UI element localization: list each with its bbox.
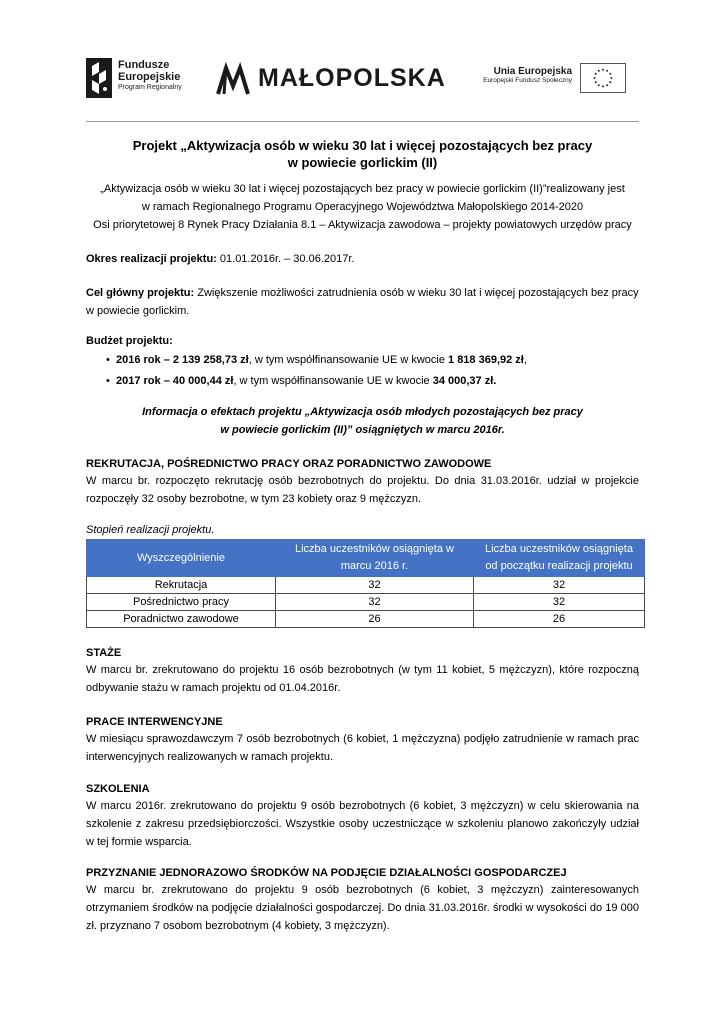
table-caption: Stopień realizacji projektu. xyxy=(86,524,215,536)
info-line1: Informacja o efektach projektu „Aktywizacja osób młodych pozostających bez pracy xyxy=(142,406,583,418)
eu-flag-icon xyxy=(580,63,626,93)
prace-heading: PRACE INTERWENCYJNE xyxy=(86,716,223,728)
budget-item xyxy=(86,350,639,371)
staze-heading: STAŻE xyxy=(86,647,122,659)
malopolska-name: MAŁOPOLSKA xyxy=(258,64,446,92)
table-header-row xyxy=(87,540,645,577)
table-cell: 32 xyxy=(474,577,645,594)
szkolenia-text: W marcu 2016r. zrekrutowano do projektu 9 osób bezrobotnych (6 kobiet, 3 mężczyzn) w celu skierowania na szkolenie z zakresu przedsiębiorczości. Wszystkie osoby uczestniczące w szkoleniu planowo zakończyły udział w tej formie wsparcia. xyxy=(86,800,639,848)
period-value: 01.01.2016r. – 30.06.2017r. xyxy=(216,253,355,265)
malopolska-logo xyxy=(216,62,456,98)
staze-text: W marcu br. zrekrutowano do projektu 16 osób bezrobotnych (w tym 11 kobiet, 5 mężczyzn), które rozpoczną odbywanie stażu w ramach projektu od 01.04.2016r. xyxy=(86,664,639,694)
table-cell: 26 xyxy=(474,611,645,628)
intro-line2: w ramach Regionalnego Programu Operacyjnego Województwa Małopolskiego 2014-2020 xyxy=(141,201,584,213)
budget-label: Budżet projektu: xyxy=(86,335,173,347)
table-cell: Poradnictwo zawodowe xyxy=(87,611,276,628)
table-row xyxy=(87,611,645,628)
ue-line1: Unia Europejska xyxy=(493,66,572,77)
fe-line1: Fundusze xyxy=(118,59,170,71)
info-heading xyxy=(86,403,639,439)
budget-item-head: 2016 rok – 2 139 258,73 zł xyxy=(116,354,249,366)
period-label: Okres realizacji projektu: xyxy=(86,253,217,265)
budget-item-tail: , xyxy=(523,354,527,366)
info-line2: w powiecie gorlickim (II)” osiągniętych w marcu 2016r. xyxy=(220,424,505,436)
header-divider xyxy=(86,121,639,122)
budget-item-amount: 1 818 369,92 zł xyxy=(448,354,524,366)
prace-text: W miesiącu sprawozdawczym 7 osób bezrobotnych (6 kobiet, 1 mężczyzna) podjęło zatrudnienie w ramach prac interwencyjnych realizowanych w ramach projektu. xyxy=(86,733,639,763)
intro-line1: „Aktywizacja osób w wieku 30 lat i więcej pozostających bez pracy w powiecie gorlickim (II)”realizowany jest xyxy=(100,183,625,195)
srodki-text: W marcu br. zrekrutowano do projektu 9 osób bezrobotnych (6 kobiet, 3 mężczyzn) zainteresowanych otrzymaniem środków na podjęcie działalności gospodarczej. Do dnia 31.03.2016r. środki w wysokości do 19 000 zł. przyznano 7 osobom bezrobotnym (4 kobiety, 3 mężczyzn). xyxy=(86,884,639,932)
unia-europejska-logo xyxy=(474,62,628,98)
budget-item-head: 2017 rok – 40 000,44 zł xyxy=(116,375,234,387)
malopolska-mountain-icon xyxy=(216,62,254,96)
table-cell: Rekrutacja xyxy=(87,577,276,594)
goal-label: Cel główny projektu: xyxy=(86,287,195,299)
header-logos xyxy=(86,52,640,102)
fe-line2: Europejskie xyxy=(118,70,181,83)
recruitment-text: W marcu br. rozpoczęto rekrutację osób bezrobotnych do projektu. Do dnia 31.03.2016r. udział w projekcie rozpoczęły 32 osoby bezrobotne, w tym 23 kobiety oraz 9 mężczyzn. xyxy=(86,475,639,505)
table-cell: 26 xyxy=(276,611,474,628)
fe-line3: Program Regionalny xyxy=(118,84,182,92)
szkolenia-heading: SZKOLENIA xyxy=(86,783,150,795)
table-header-cell: Liczba uczestników osiągnięta w marcu 2016 r. xyxy=(276,540,474,577)
recruitment-heading: REKRUTACJA, POŚREDNICTWO PRACY ORAZ PORADNICTWO ZAWODOWE xyxy=(86,458,492,470)
budget-item xyxy=(86,371,639,392)
table-header-cell: Liczba uczestników osiągnięta od początku realizacji projektu xyxy=(474,540,645,577)
budget-item-mid: , w tym współfinansowanie UE w kwocie xyxy=(248,354,449,366)
table-row xyxy=(87,577,645,594)
budget-item-mid: , w tym współfinansowanie UE w kwocie xyxy=(233,375,433,387)
intro-line3: Osi priorytetowej 8 Rynek Pracy Działania 8.1 – Aktywizacja zawodowa – projekty powiatowych urzędów pracy xyxy=(93,219,632,231)
table-cell: 32 xyxy=(276,594,474,611)
stats-table xyxy=(86,539,645,628)
title-line1: Projekt „Aktywizacja osób w wieku 30 lat i więcej pozostających bez pracy xyxy=(132,138,593,153)
table-row xyxy=(87,594,645,611)
period xyxy=(86,250,639,268)
table-cell: 32 xyxy=(474,594,645,611)
goal xyxy=(86,284,639,320)
table-header-cell: Wyszczególnienie xyxy=(87,540,276,577)
budget-list xyxy=(86,350,639,392)
table-cell: 32 xyxy=(276,577,474,594)
budget-item-amount: 34 000,37 zł. xyxy=(432,375,497,387)
title-line2: w powiecie gorlickim (II) xyxy=(287,155,438,170)
goal-value: Zwiększenie możliwości zatrudnienia osób w wieku 30 lat i więcej pozostających bez pracy w powiecie gorlickim. xyxy=(86,287,639,317)
fundusze-europejskie-logo xyxy=(86,56,206,100)
table-cell: Pośrednictwo pracy xyxy=(87,594,276,611)
intro xyxy=(86,180,639,234)
ue-line2: Europejski Fundusz Społeczny xyxy=(483,77,572,84)
srodki-heading: PRZYZNANIE JEDNORAZOWO ŚRODKÓW NA PODJĘCIE DZIAŁALNOŚCI GOSPODARCZEJ xyxy=(86,867,567,879)
fundusze-europejskie-icon xyxy=(86,58,112,98)
page-title xyxy=(86,137,639,171)
